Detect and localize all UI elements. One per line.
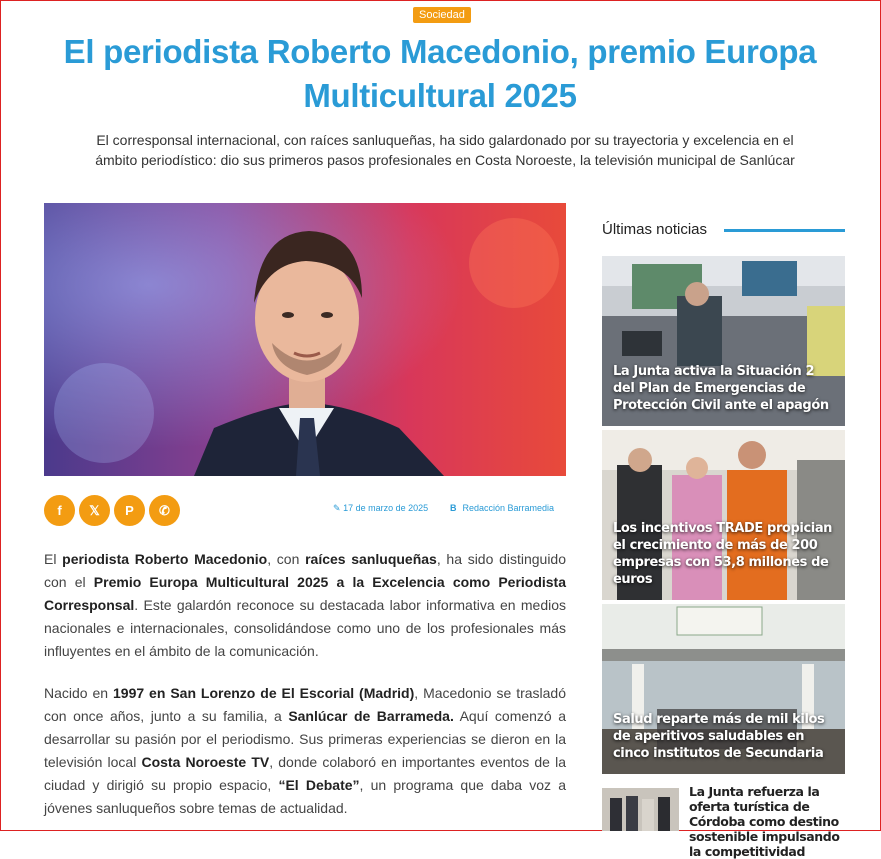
paragraph-2: Nacido en 1997 en San Lorenzo de El Escorial (Madrid), Macedonio se trasladó con once años, junto a su familia, a Sanlúcar de Barrameda. Aquí comenzó a desarrollar su pasión por el periodismo. Sus primeras experiencias se dieron en la televisión local Costa Noroeste TV, donde colaboró en importantes eventos de la ciudad y dirigió su propio espacio, “El Debate”, un programa que daba voz a jóvenes sanluqueños sobre temas de actualidad. <box>44 685 567 816</box>
article-hero-image <box>44 203 566 476</box>
author-logo-icon: B <box>450 503 457 513</box>
sidebar-title: Últimas noticias <box>602 221 708 238</box>
news-card-caption: Los incentivos TRADE propician el crecimiento de más de 200 empresas con 53,8 millones de euros <box>613 521 833 587</box>
share-buttons <box>44 495 180 526</box>
author-text: Redacción Barramedia <box>462 503 555 513</box>
sidebar-title-underline <box>724 229 845 232</box>
article-subtitle: El corresponsal internacional, con raíces sanluqueñas, ha sido galardonado por su trayectoria y excelencia en el ámbito periodístico: dio sus primeros pasos profesionales en Costa Noroeste, la televisión municipal de Sanlúcar <box>95 132 795 168</box>
date-text: 17 de marzo de 2025 <box>343 503 429 513</box>
article-author[interactable] <box>450 503 554 513</box>
news-card[interactable] <box>602 256 845 426</box>
whatsapp-icon[interactable]: ✆ <box>149 495 180 526</box>
pencil-icon: ✎ <box>333 503 341 513</box>
news-card-caption: Salud reparte más de mil kilos de aperitivos saludables en cinco institutos de Secundaria <box>613 712 825 761</box>
news-card[interactable] <box>602 430 845 600</box>
pinterest-icon[interactable]: P <box>114 495 145 526</box>
facebook-icon[interactable]: f <box>44 495 75 526</box>
news-thumbnail <box>602 788 679 831</box>
news-card[interactable] <box>602 604 845 774</box>
x-icon[interactable]: 𝕏 <box>79 495 110 526</box>
news-card-caption: La Junta activa la Situación 2 del Plan de Emergencias de Protección Civil ante el apagón <box>613 364 829 413</box>
paragraph-1: El periodista Roberto Macedonio, con raíces sanluqueñas, ha sido distinguido con el Premio Europa Multicultural 2025 a la Excelencia como Periodista Corresponsal. Este galardón reconoce su destacada labor informativa en medios nacionales e internacionales, consolidándose como uno de los profesionales más influyentes en el ámbito de la comunicación. <box>44 551 567 659</box>
news-list-item-title: La Junta refuerza la oferta turística de Córdoba como destino sostenible impulsando la competitividad <box>689 784 840 859</box>
news-list-item[interactable] <box>602 784 845 859</box>
article-date <box>333 503 428 514</box>
article-body <box>44 548 566 839</box>
portrait-illustration <box>44 203 566 476</box>
article-title: El periodista Roberto Macedonio, premio Europa Multicultural 2025 <box>63 33 817 114</box>
category-badge[interactable]: Sociedad <box>413 7 471 23</box>
